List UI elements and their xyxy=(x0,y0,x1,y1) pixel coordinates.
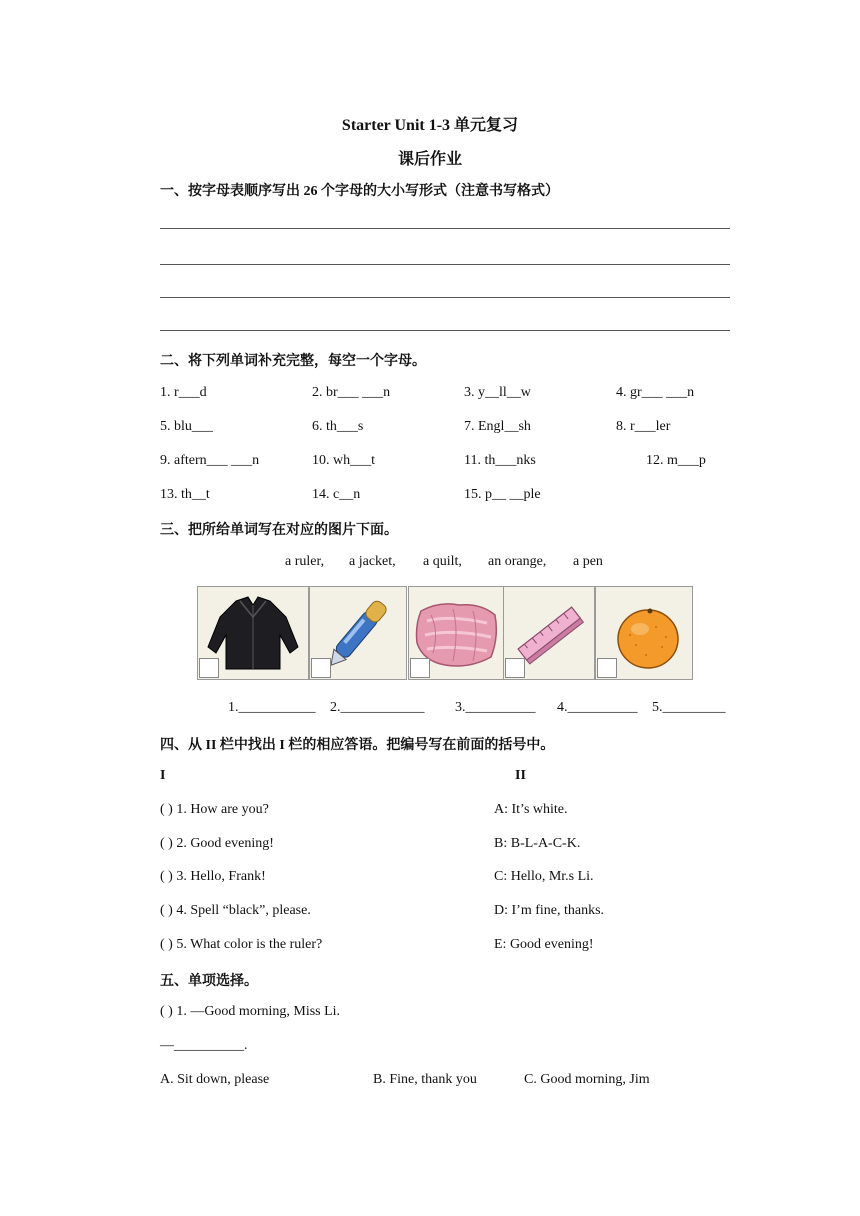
ruler-picture xyxy=(503,586,595,680)
match-answer: B: B-L-A-C-K. xyxy=(494,836,581,851)
word-item: 8. r___ler xyxy=(616,419,671,434)
word-item: 12. m___p xyxy=(646,453,706,468)
column-1-label: I xyxy=(160,768,166,783)
choice-question: ( ) 1. —Good morning, Miss Li. xyxy=(160,1004,341,1019)
picture-checkbox[interactable] xyxy=(505,658,525,678)
choice-option-a[interactable]: A. Sit down, please xyxy=(160,1072,270,1087)
word-item: 4. gr___ ___n xyxy=(616,385,695,400)
section-3-heading: 三、把所给单词写在对应的图片下面。 xyxy=(160,523,398,538)
word-item: 5. blu___ xyxy=(160,419,213,434)
word-bank-item: a ruler, xyxy=(285,554,325,569)
word-item: 9. aftern___ ___n xyxy=(160,453,260,468)
page-subtitle: 课后作业 xyxy=(397,151,462,168)
picture-checkbox[interactable] xyxy=(410,658,430,678)
match-question: ( ) 1. How are you? xyxy=(160,802,269,817)
picture-checkbox[interactable] xyxy=(597,658,617,678)
word-item: 2. br___ ___n xyxy=(312,385,391,400)
match-question: ( ) 5. What color is the ruler? xyxy=(160,937,323,952)
word-bank-item: a pen xyxy=(573,554,603,569)
word-item: 13. th__t xyxy=(160,487,210,502)
choice-option-b[interactable]: B. Fine, thank you xyxy=(373,1072,477,1087)
word-item: 6. th___s xyxy=(312,419,364,434)
word-bank-item: an orange, xyxy=(488,554,547,569)
match-answer: C: Hello, Mr.s Li. xyxy=(494,869,594,884)
match-question: ( ) 4. Spell “black”, please. xyxy=(160,903,311,918)
word-item: 3. y__ll__w xyxy=(464,385,531,400)
picture-answer-blank[interactable]: 5._________ xyxy=(652,700,726,715)
section-5-heading: 五、单项选择。 xyxy=(160,974,258,989)
writing-line-2[interactable] xyxy=(160,264,730,265)
section-2-heading: 二、将下列单词补充完整，每空一个字母。 xyxy=(160,354,426,369)
match-question: ( ) 3. Hello, Frank! xyxy=(160,869,266,884)
word-item: 1. r___d xyxy=(160,385,207,400)
match-answer: A: It’s white. xyxy=(494,802,568,817)
picture-checkbox[interactable] xyxy=(311,658,331,678)
writing-line-4[interactable] xyxy=(160,330,730,331)
match-question: ( ) 2. Good evening! xyxy=(160,836,274,851)
section-4-heading: 四、从 II 栏中找出 I 栏的相应答语。把编号写在前面的括号中。 xyxy=(160,738,555,753)
word-item: 11. th___nks xyxy=(464,453,536,468)
picture-answer-blank[interactable]: 3.__________ xyxy=(455,700,536,715)
match-answer: D: I’m fine, thanks. xyxy=(494,903,605,918)
section-1-heading: 一、按字母表顺序写出 26 个字母的大小写形式（注意书写格式） xyxy=(160,184,559,199)
writing-line-1[interactable] xyxy=(160,228,730,229)
picture-answer-blank[interactable]: 2.____________ xyxy=(330,700,425,715)
word-item: 7. Engl__sh xyxy=(464,419,531,434)
choice-reply-blank[interactable]: —__________. xyxy=(160,1038,248,1053)
match-answer: E: Good evening! xyxy=(494,937,594,952)
orange-picture xyxy=(595,586,693,680)
jacket-picture xyxy=(197,586,309,680)
page-title: Starter Unit 1-3 单元复习 xyxy=(341,117,519,134)
word-bank-item: a quilt, xyxy=(423,554,462,569)
quilt-picture xyxy=(408,586,504,680)
word-item: 10. wh___t xyxy=(312,453,375,468)
word-item: 15. p__ __ple xyxy=(464,487,541,502)
choice-option-c[interactable]: C. Good morning, Jim xyxy=(524,1072,650,1087)
writing-line-3[interactable] xyxy=(160,297,730,298)
word-item: 14. c__n xyxy=(312,487,361,502)
pen-picture xyxy=(309,586,407,680)
picture-answer-blank[interactable]: 4.__________ xyxy=(557,700,638,715)
picture-answer-blank[interactable]: 1.___________ xyxy=(228,700,316,715)
picture-checkbox[interactable] xyxy=(199,658,219,678)
column-2-label: II xyxy=(515,768,526,783)
word-bank-item: a jacket, xyxy=(349,554,396,569)
